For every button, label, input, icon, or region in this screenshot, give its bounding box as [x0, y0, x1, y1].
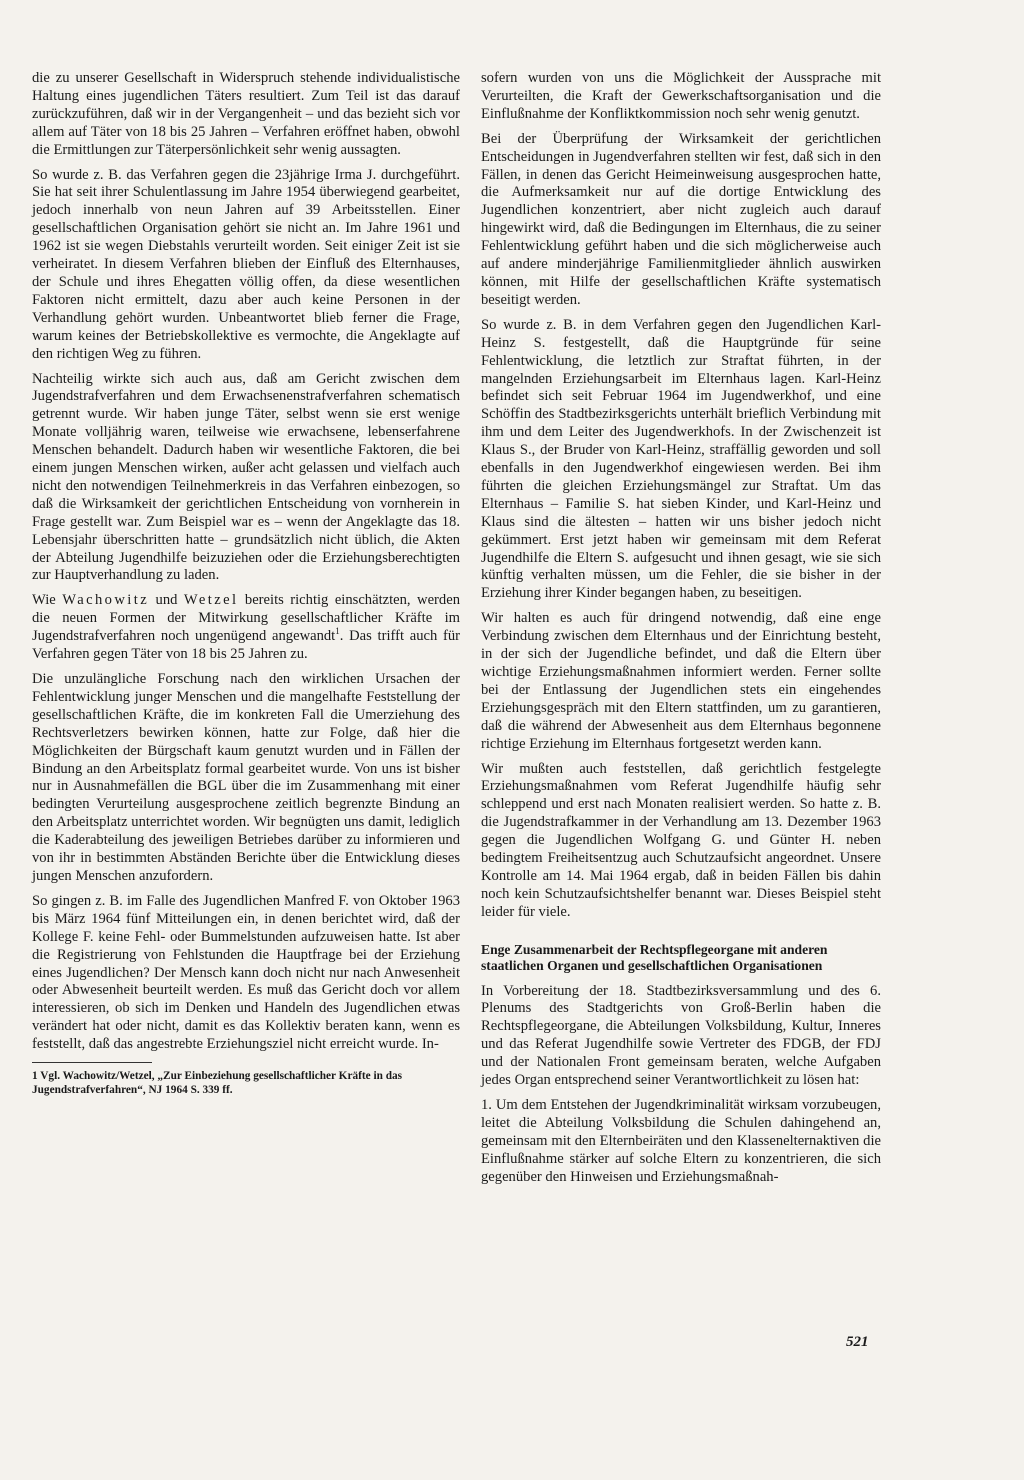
text-run: bereits richtig einschätzten, werden die neuen Formen der Mitwirkung gesellschaftlicher Kräfte im Jugendstrafverfahren noch ungenügend angewandt	[32, 592, 460, 645]
footnote-divider	[32, 1062, 152, 1063]
left-column	[32, 70, 460, 1104]
paragraph: So gingen z. B. im Falle des Jugendlichen Manfred F. von Oktober 1963 bis März 1964 fünf Mitteilungen ein, in denen berichtet wird, daß der Kollege F. keine Fehl- oder Bummelstunden aufzuweisen hatte. Ist aber die Registrierung von Fehlstunden die Hauptfrage bei der Erziehung eines Jugendlichen? Der Mensch kann doch nicht nur nach Anwesenheit oder Abwesenheit beurteilt werden. Es muß das Gericht doch vor allem interessieren, ob sich im Denken und Handeln des Jugendlichen etwas verändert hat oder nicht, damit es das Kollektiv beraten kann, wenn es feststellt, daß das angestrebte Erziehungsziel nicht erreicht wurde. In-	[32, 892, 460, 1053]
paragraph: So wurde z. B. das Verfahren gegen die 23jährige Irma J. durchgeführt. Sie hat seit ihrer Schulentlassung im Jahre 1954 überwiegend gearbeitet, jedoch innerhalb von neun Jahren auf 39 Arbeitsstellen. Einer gesellschaftlichen Organisation gehört sie nicht an. Im Jahre 1961 und 1962 ist sie wegen Diebstahls verurteilt worden. Seit einiger Zeit ist sie verheiratet. In diesem Verfahren blieben der Einfluß des Elternhauses, der Schule und ihres Ehegatten völlig offen, da diese wesentlichen Faktoren nicht ermittelt, dazu aber auch keine Personen in der Verhandlung gehört wurden. Unbeantwortet blieb ferner die Frage, warum keines der Betriebskollektive es vermochte, die Angeklagte auf den richtigen Weg zu führen.	[32, 166, 460, 362]
right-column	[481, 70, 881, 1193]
text-run: Wie	[32, 592, 63, 609]
paragraph: Bei der Überprüfung der Wirksamkeit der gerichtlichen Entscheidungen in Jugendverfahren stellten wir fest, daß sich in den Fällen, in denen das Gericht Heimeinweisung ausgesprochen hatte, die Aufmerksamkeit nur auf die dortige Entwicklung des Jugendlichen konzentriert, aber nicht zugleich auch darauf hingewirkt wird, daß die Bedingungen im Elternhaus, die zu seiner Fehlentwicklung geführt haben und die sich möglicherweise auch auf andere minderjährige Familienmitglieder ähnlich auswirken können, mit Hilfe der gesellschaftlichen Kräfte systematisch beseitigt werden.	[481, 130, 881, 308]
paragraph: So wurde z. B. in dem Verfahren gegen den Jugendlichen Karl-Heinz S. festgestellt, daß die Hauptgründe für seine Fehlentwicklung, die letztlich zur Straftat führten, in der mangelnden Erziehungsarbeit im Elternhaus lagen. Karl-Heinz befindet sich seit Februar 1964 im Jugendwerkhof, und eine Schöffin des Stadtbezirksgerichts unterhält brieflich Verbindung mit ihm und dem Leiter des Jugendwerkhofs. In der Zwischenzeit ist Klaus S., der Bruder von Karl-Heinz, straffällig geworden und soll ebenfalls in den Jugendwerkhof eingewiesen werden. Bei ihm führten die gleichen Erziehungsmängel zur Straftat. Um das Elternhaus – Familie S. hat sieben Kinder, und Karl-Heinz und Klaus sind die ältesten – hatten wir uns bisher jedoch nicht gekümmert. Erst jetzt haben wir gemeinsam mit dem Referat Jugendhilfe die Eltern S. aufgesucht und ihnen gesagt, wie sie sich künftig verhalten müssen, um die Fehler, die sie bisher in der Erziehung ihrer Kinder begangen haben, zu beseitigen.	[481, 316, 881, 602]
paragraph: Nachteilig wirkte sich auch aus, daß am Gericht zwischen dem Jugendstrafverfahren und dem Erwachsenenstrafverfahren schematisch getrennt wurde. Wir haben junge Täter, selbst wenn sie erst wenige Monate volljährig waren, teilweise wie erwachsene, lebenserfahrene Menschen behandelt. Dadurch haben wir wesentliche Faktoren, die bei einem jungen Menschen wirken, außer acht gelassen und vielfach auch nicht den notwendigen Teilnehmerkreis in das Verfahren einbezogen, so daß die Wirksamkeit der gerichtlichen Entscheidung von vornherein in Frage gestellt war. Zum Beispiel war es – wenn der Angeklagte das 18. Lebensjahr überschritten hatte – grundsätzlich nicht üblich, die Akten der Abteilung Jugendhilfe beizuziehen oder die Erziehungsberechtigten zur Hauptverhandlung zu laden.	[32, 370, 460, 584]
text-run: . Das trifft auch für Verfahren gegen Täter von 18 bis 25 Jahren zu.	[32, 628, 461, 663]
paragraph: Wir mußten auch feststellen, daß gerichtlich festgelegte Erziehungsmaßnahmen vom Referat Jugendhilfe häufig sehr schleppend und erst nach Monaten realisiert werden. So hatte z. B. die Jugendstrafkammer in der Verhandlung am 13. Dezember 1963 gegen die Jugendlichen Wolfgang G. und Günter H. neben bedingtem Freiheitsentzug auch Schutzaufsicht angeordnet. Unsere Kontrolle am 14. Mai 1964 ergab, daß in beiden Fällen bis dahin noch kein Schutzaufsichtshelfer benannt war. Dieses Beispiel steht leider für viele.	[481, 760, 881, 920]
paragraph	[32, 592, 460, 664]
paragraph: Wir halten es auch für dringend notwendig, daß eine enge Verbindung zwischen dem Elternhaus und der Einrichtung besteht, in der sich der Jugendliche befindet, und daß die Eltern über wichtige Erziehungsmaßnahmen informiert werden. Ferner sollte bei der Entlassung der Jugendlichen stets ein eingehendes Erziehungsgespräch mit den Eltern stattfinden, um zu garantieren, daß die während der Abwesenheit aus dem Elternhaus begonnene richtige Erziehung im Elternhaus fortgesetzt werden kann.	[481, 610, 881, 752]
footnote-reference: 1	[335, 626, 340, 637]
author-name: Wachowitz	[62, 592, 150, 609]
paragraph: die zu unserer Gesellschaft in Widerspruch stehende individualistische Haltung eines jugendlichen Täters resultiert. Zum Teil ist das darauf zurückzuführen, daß wir in der Vergangenheit – und das bezieht sich vor allem auf Täter von 18 bis 25 Jahren – Verfahren eröffnet haben, obwohl die Ermittlungen zur Täterpersönlichkeit sehr wenig aussagten.	[32, 70, 460, 158]
paragraph: Die unzulängliche Forschung nach den wirklichen Ursachen der Fehlentwicklung junger Menschen und die mangelhafte Feststellung der gesellschaftlichen Kräfte, die im konkreten Fall die Umerziehung des Rechtsverletzers bewirken können, hatte zur Folge, daß hier die Möglichkeiten der Bürgschaft kaum genutzt wurden und in Fällen der Bindung an den Arbeitsplatz formal gearbeitet wurde. Von uns ist bisher nur in Ausnahmefällen die BGL über die im Zusammenhang mit einer bedingten Verurteilung ausgesprochene zeitlich begrenzte Bindung an den Arbeitsplatz unterrichtet worden. Wir begnügten uns damit, lediglich die Kaderabteilung des jeweiligen Betriebes darüber zu informieren und von ihr in bestimmten Abständen Berichte über die Entwicklung dieses jungen Menschen anzufordern.	[32, 671, 460, 884]
author-name: Wetzel	[183, 592, 239, 609]
footnote: 1 Vgl. Wachowitz/Wetzel, „Zur Einbeziehung gesellschaftlicher Kräfte in das Jugendstrafverfahren“, NJ 1964 S. 339 ff.	[32, 1070, 403, 1097]
page-number: 521	[846, 1334, 869, 1350]
paragraph: sofern wurden von uns die Möglichkeit der Aussprache mit Verurteilten, die Kraft der Gewerkschaftsorganisation und die Einflußnahme der Konfliktkommission noch sehr wenig genutzt.	[481, 70, 881, 122]
paragraph: In Vorbereitung der 18. Stadtbezirksversammlung und des 6. Plenums des Stadtgerichts von Groß-Berlin haben die Rechtspflegeorgane, die Abteilungen Volksbildung, Kultur, Inneres und das Referat Jugendhilfe sowie Vertreter des FDGB, der FDJ und der Nationalen Front gemeinsam beraten, welche Aufgaben jedes Organ entsprechend seiner Verantwortlichkeit zu lösen hat:	[481, 982, 881, 1089]
paragraph: 1. Um dem Entstehen der Jugendkriminalität wirksam vorzubeugen, leitet die Abteilung Volksbildung die Schulen dahingehend an, gemeinsam mit den Elternbeiräten und den Klassenelternaktiven die Einflußnahme stärker auf solche Eltern zu konzentrieren, die sich gegenüber den Hinweisen und Erziehungsmaßnah-	[481, 1096, 881, 1185]
text-run: und	[149, 592, 184, 609]
section-heading: Enge Zusammenarbeit der Rechtspflegeorgane mit anderen staatlichen Organen und gesellschaftlichen Organisationen	[481, 941, 828, 974]
